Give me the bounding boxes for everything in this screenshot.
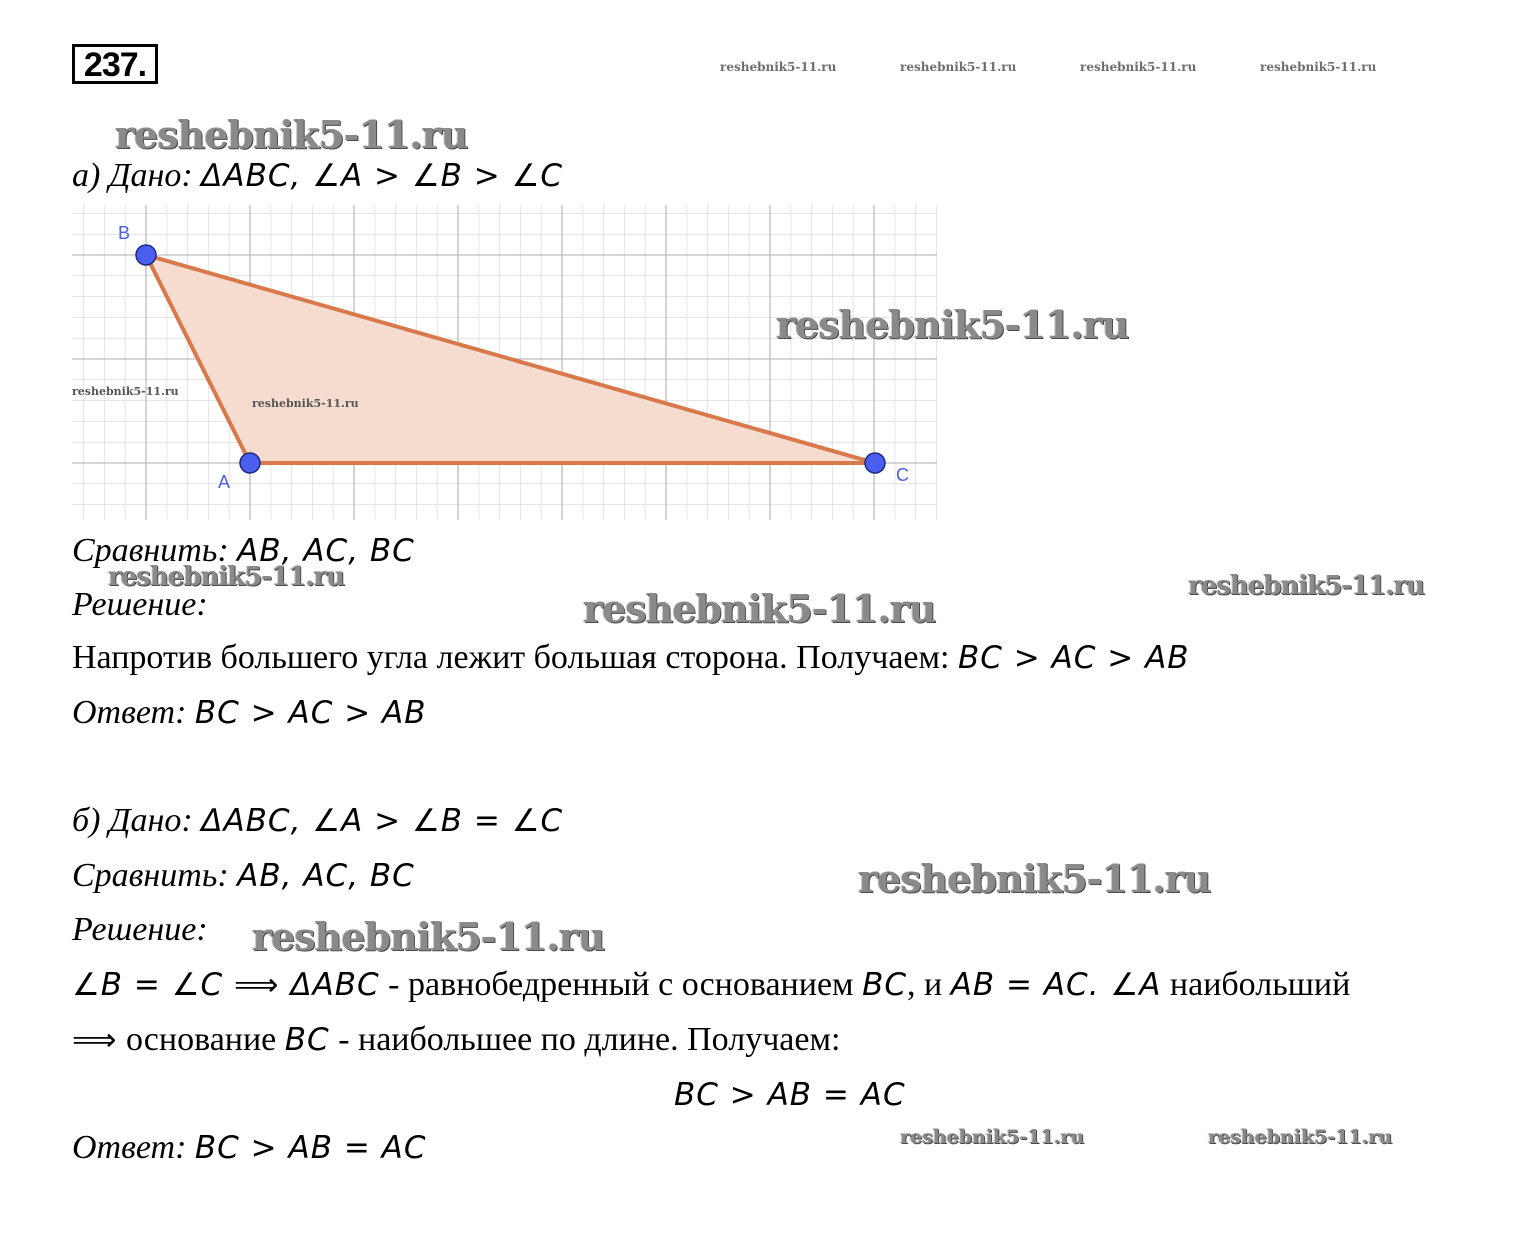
watermark: reshebnik5-11.ru [720,60,837,74]
watermark: reshebnik5-11.ru [776,302,1129,347]
part-b-answer [72,1128,427,1168]
part-b-result [674,1075,906,1115]
math: AB = AC. ∠A [950,967,1162,1003]
watermark: reshebnik5-11.ru [252,397,359,410]
answer-math: BC > AC > AB [194,695,427,731]
watermark: reshebnik5-11.ru [1208,1126,1393,1148]
given-label: б) Дано: [72,802,193,839]
text: - наибольшее по длине. Получаем: [329,1021,841,1058]
part-b-solution-line2 [72,1020,840,1060]
part-a-solution-label: Решение: [72,586,208,623]
answer-label: Ответ: [72,694,187,731]
problem-number: 237. [72,44,158,84]
watermark: reshebnik5-11.ru [900,1126,1085,1148]
given-label: а) Дано: [72,157,193,194]
compare-label: Сравнить: [72,532,229,569]
math: BC [862,967,907,1003]
solution-math: BC > AC > AB [957,640,1190,676]
part-a-solution-text [72,638,1190,678]
math: ∠B = ∠C ⟹ ΔABC [72,967,380,1003]
answer-math: BC > AB = AC [194,1130,427,1166]
part-b-solution-line1 [72,965,1350,1005]
text: наибольший [1161,966,1351,1003]
solution-text: Напротив большего угла лежит большая сторона. Получаем: [72,639,950,676]
triangle-figure [72,205,937,520]
vertex-a-point [240,453,260,473]
compare-math: AB, AC, BC [237,533,415,569]
watermark: reshebnik5-11.ru [108,562,345,592]
watermark: reshebnik5-11.ru [1080,60,1197,74]
watermark: reshebnik5-11.ru [1260,60,1377,74]
watermark: reshebnik5-11.ru [1188,571,1425,601]
compare-label: Сравнить: [72,857,229,894]
watermark: reshebnik5-11.ru [900,60,1017,74]
watermark: reshebnik5-11.ru [72,385,179,398]
vertex-c-label: C [896,465,909,485]
part-b-solution-label: Решение: [72,911,208,948]
part-a-given [72,156,563,196]
vertex-b-label: B [118,223,131,243]
part-b-given [72,801,563,841]
part-a-answer [72,693,427,733]
watermark: reshebnik5-11.ru [583,586,936,631]
compare-math: AB, AC, BC [237,858,415,894]
math: ⟹ [72,1022,118,1058]
vertex-b-point [136,245,156,265]
given-math: ΔABC, ∠A > ∠B = ∠C [201,803,564,839]
vertex-c-point [865,453,885,473]
part-b-compare [72,856,415,896]
text: , и [906,966,951,1003]
math: BC [284,1022,330,1058]
watermark: reshebnik5-11.ru [858,856,1211,901]
answer-label: Ответ: [72,1129,187,1166]
text: - равнобедренный с основанием [379,966,863,1003]
text: основание [117,1021,285,1058]
given-math: ΔABC, ∠A > ∠B > ∠C [201,158,564,194]
vertex-a-label: A [218,472,231,492]
watermark: reshebnik5-11.ru [115,112,468,157]
watermark: reshebnik5-11.ru [252,914,605,959]
result-math: BC > AB = AC [674,1077,906,1113]
